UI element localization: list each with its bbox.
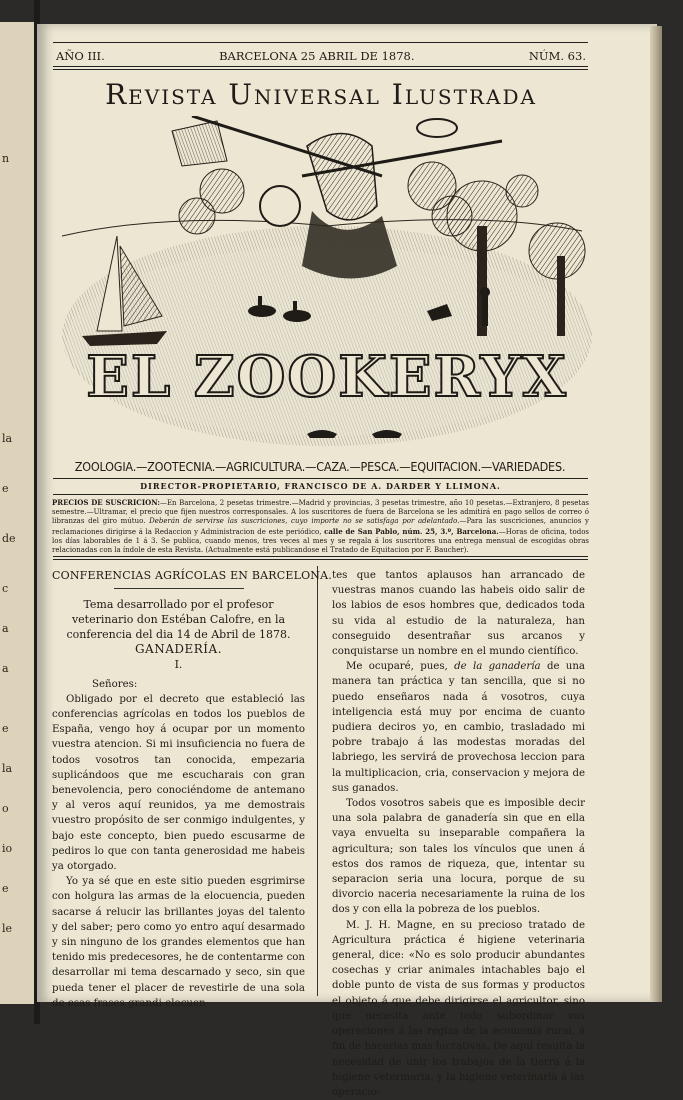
article-title: CONFERENCIAS AGRÍCOLAS EN BARCELONA. [52, 569, 332, 582]
paragraph: M. J. H. Magne, en su precioso tratado de Agricultura práctica é higiene veterinaria general, dice: «No es solo producir abundantes cosechas y criar animales intachables bajo el doble punto de vista de sus formas y productos el objeto á que debe dirigirse el agricultor, sino que necesita ante todo subordinar sus operaciones á las reglas de la economía rural, á fin de hacerlas mas lucrativas. De aquí resulta la necesidad de unir los trabajos de la tierra á la higiene veterinaria, y la higiene veterinaria á las operacio- [332, 919, 585, 1098]
article-column-right [332, 568, 585, 1100]
salutation: Señores: [92, 678, 138, 690]
section-heading: GANADERÍA. [134, 642, 223, 657]
prices-rule [53, 556, 588, 557]
prices-label: PRECIOS DE SUSCRICION: [52, 498, 160, 507]
el-zookeryx-logo [86, 344, 568, 410]
facing-page-fragment: le [2, 922, 13, 935]
paragraph: Obligado por el decreto que estableció las conferencias agrícolas en todos los pueblos de España, vengo hoy á ocupar por un momento vuestra atencion. Si mi insuficiencia no fuera de todos vosotros tan conocida, empezaria suplicándoos que me escucharais con gran benevolencia, pero conociéndome de antemano y al veros aquí reunidos, ya me demostrais vuestro propósito de ser conmigo indulgentes, y bajo este concepto, bien puedo escusarme de pediros lo que con tanta generosidad me habeis ya otorgado. [52, 693, 305, 873]
text-run: de una manera tan práctica y tan sencilla, que si no puedo enseñaros nada á vosotros, cuya inteligencia está muy por encima de cuanto pudiera deciros yo, en cambio, trasladado mi pobre trabajo á las modestas moradas del labriego, les servirá de provechosa leccion para la multiplicacion, cria, conservacion y mejora de sus ganados. [332, 661, 585, 794]
article-theme: Tema desarrollado por el profesor veterinario don Estéban Calofre, en la conferencia del dia 14 de Abril de 1878. [66, 598, 291, 642]
facing-page-fragment: a [2, 622, 9, 635]
facing-page-fragment: la [2, 762, 13, 775]
facing-page-fragment: a [2, 662, 9, 675]
paragraph [332, 659, 585, 796]
facing-page-fragment: la [2, 432, 13, 445]
prices-text4: Se publica, cuando menos, tres veces al mes y se regala á los suscritores una entrega mensual de escogidas obras relacionadas con la índole de esta Revista. (Actualmente está publicandose el Tratado de Equitacion por F. Baucher). [52, 536, 589, 555]
header-rule-double [53, 69, 588, 70]
prices-rule-double [53, 559, 588, 560]
director-line: DIRECTOR-PROPIETARIO, FRANCISCO DE A. DARDER Y LLIMONA. [140, 481, 501, 491]
logo-text: EL ZOOKERYX [86, 344, 568, 410]
subscription-prices [52, 498, 589, 555]
director-rule [53, 494, 588, 495]
text-run: Me ocuparé, pues, [346, 661, 455, 673]
column-divider [317, 566, 318, 996]
facing-page-edge [0, 22, 36, 1004]
page-stack-edge [650, 26, 662, 1002]
article-column-left [52, 568, 332, 1011]
facing-page-fragment: io [2, 842, 13, 855]
issue-number: NÚM. 63. [528, 49, 586, 63]
subjects-rule [53, 478, 588, 479]
prices-italic: Deberán de servirse las suscriciones, cuyo importe no se satisfaga por adelantado. [149, 517, 460, 526]
issue-year: AÑO III. [56, 49, 105, 63]
facing-page-fragment: e [2, 482, 9, 495]
prices-text2: —Para las suscriciones, anuncios y reclamaciones dirigirse á la Redaccion y Administracion de este periódico, [52, 517, 589, 536]
prices-text: —En Barcelona, 2 pesetas trimestre.—Madrid y provincias, 3 pesetas trimestre, año 10 pesetas.—Extranjero, 8 pesetas semestre.—Ultramar, el precio que fijen nuestros corresponsales. A los suscritores de fuera de Barcelona se les admitirá en pago sellos de correo ó libranzas del giro mútuo. [52, 499, 590, 526]
facing-page-fragment: e [2, 722, 9, 735]
part-number: I. [174, 658, 183, 672]
facing-page-fragment: o [2, 802, 9, 815]
facing-page-fragment: e [2, 882, 9, 895]
issue-info-bar [56, 49, 586, 63]
subjects-line: ZOOLOGIA.—ZOOTECNIA.—AGRICULTURA.—CAZA.—PESCA.—EQUITACION.—VARIEDADES. [74, 459, 566, 474]
masthead-engraving [52, 116, 592, 456]
issue-dateline: BARCELONA 25 ABRIL DE 1878. [219, 49, 415, 63]
title-rule [114, 588, 244, 589]
facing-page-fragment: de [2, 532, 16, 545]
paragraph: tes que tantos aplausos han arrancado de vuestras manos cuando las habeis oido salir de los labios de esos hombres que, dedicados toda su vida al estudio de la naturaleza, han conseguido desentrañar sus arcanos y conquistarse un nombre en el mundo científico. [332, 570, 585, 658]
paragraph: Todos vosotros sabeis que es imposible decir una sola palabra de ganadería sin que en ella vaya envuelta su inseparable compañera la agricultura; son tales los vínculos que unen á estos dos ramos de riqueza, que, intentar su separacion seria una locura, porque de su divorcio naceria necesariamente la ruina de los dos y con ella la pobreza de los pueblos. [332, 798, 585, 916]
header-rule-top [53, 42, 588, 43]
masthead-title: Revista Universal Ilustrada [105, 78, 537, 111]
facing-page-fragment: n [2, 152, 10, 165]
facing-page-fragment: c [2, 582, 9, 595]
header-rule-mid [53, 66, 588, 67]
paragraph: Yo ya sé que en este sitio pueden esgrimirse con holgura las armas de la elocuencia, pueden sacarse á relucir las brillantes joyas del talento y del saber; pero como yo entro aquí desarmado y sin ninguno de los grandes elementos que han tenido mis predecesores, he de contentarme con desarrollar mi tema descarnado y seco, sin que pueda tener el placer de revestirle de una sola de esas frases grandi-elocuen- [52, 876, 305, 1009]
emphasis-run: de la ganadería [454, 661, 541, 673]
prices-address: calle de San Pablo, núm. 25, 3.º, Barcelona. [324, 526, 499, 536]
prices-text3: —Horas de oficina, todos los días laborables de 1 á 3. [52, 527, 589, 545]
